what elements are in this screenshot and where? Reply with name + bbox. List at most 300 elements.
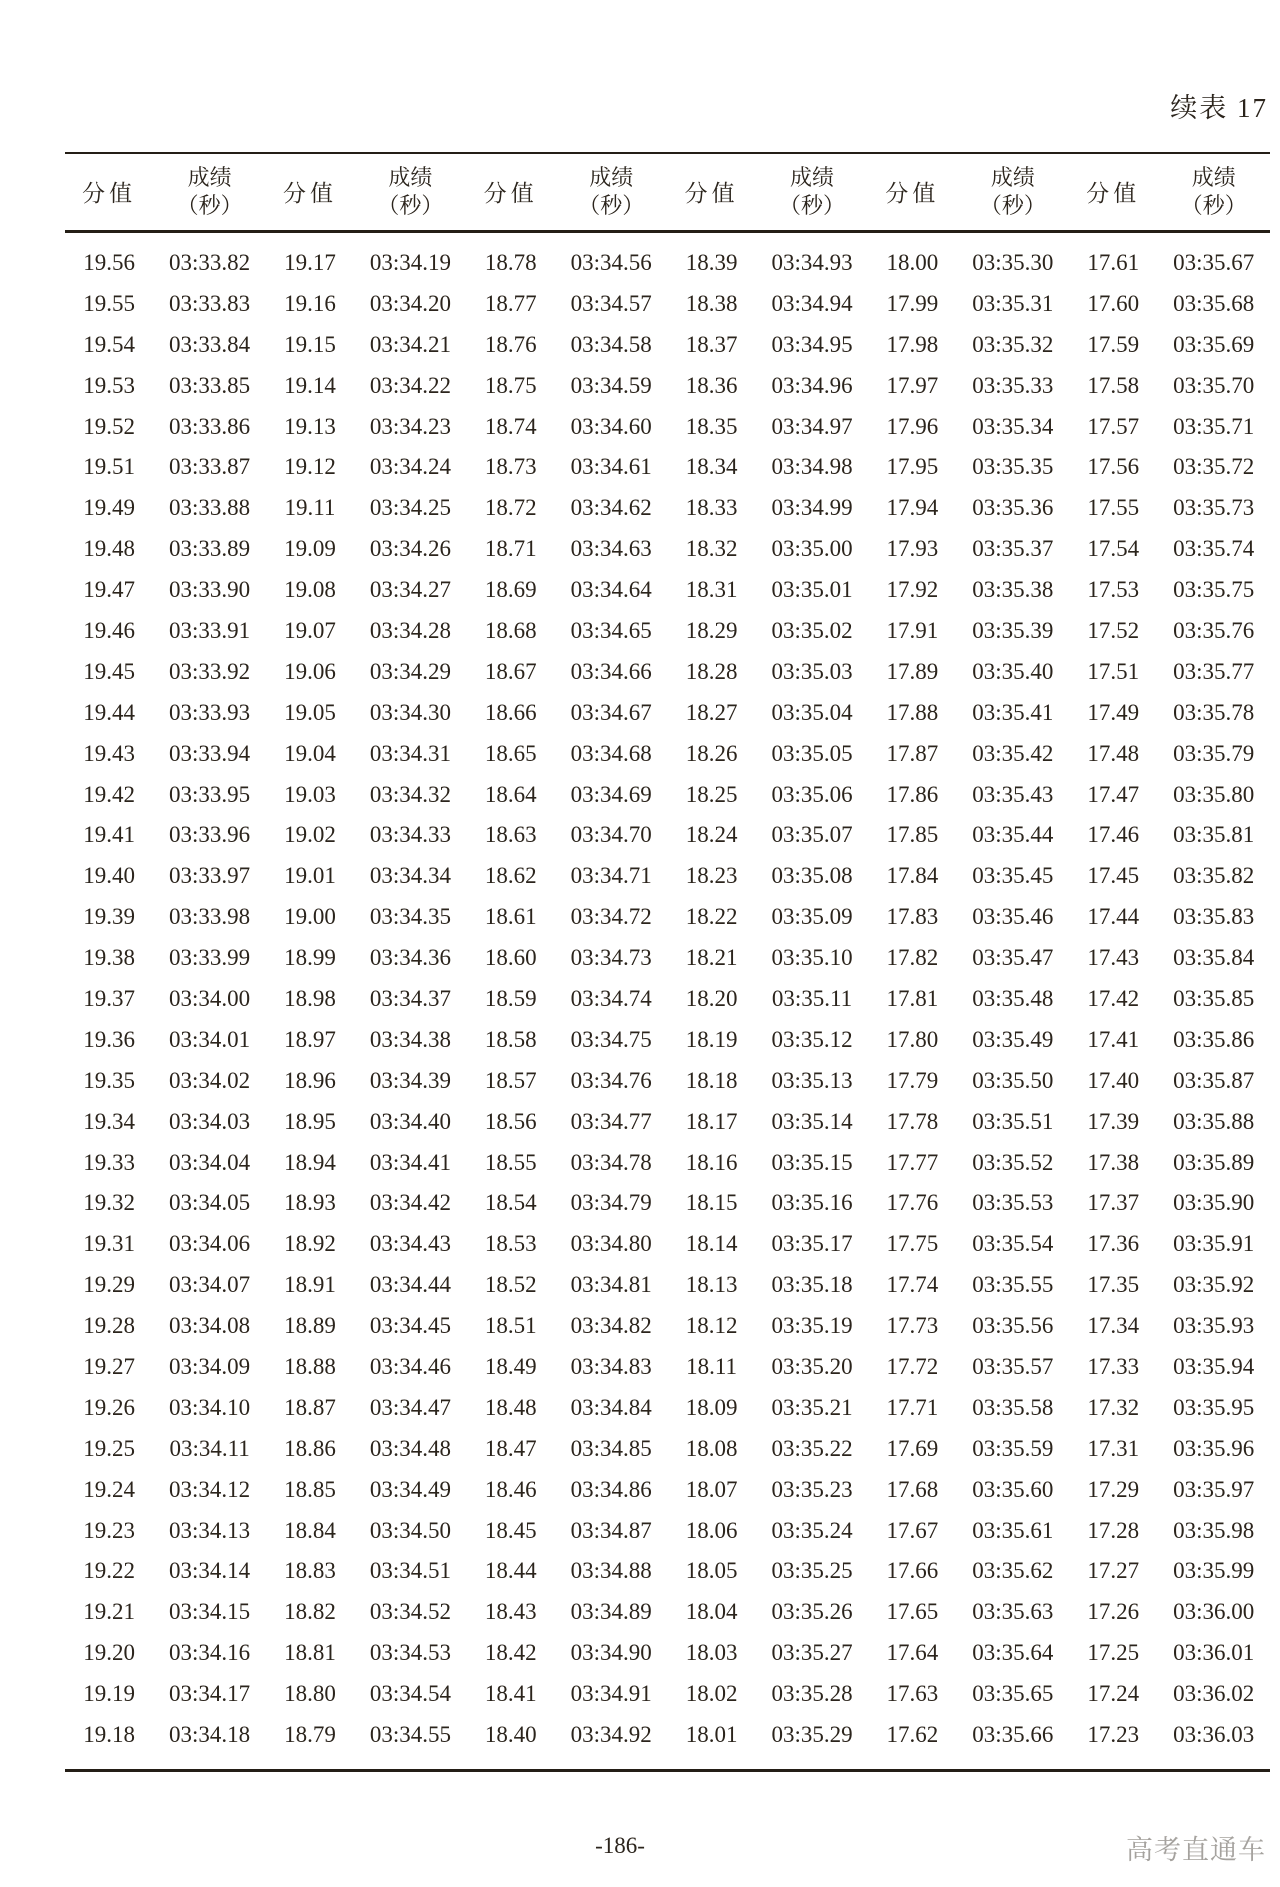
score-value-cell: 17.71 (886, 1394, 939, 1420)
score-value-cell: 19.17 (284, 249, 336, 275)
score-value-cell: 19.26 (83, 1394, 136, 1420)
result-time-cell: 03:35.66 (972, 1722, 1054, 1747)
table-row (65, 692, 1270, 733)
result-time-cell: 03:35.89 (1173, 1149, 1255, 1175)
score-value-cell: 17.44 (1087, 904, 1140, 930)
score-value-cell: 17.61 (1087, 249, 1140, 275)
result-time-cell: 03:35.10 (771, 945, 853, 971)
score-value-cell: 18.78 (484, 249, 537, 275)
result-time-cell: 03:34.16 (169, 1640, 251, 1666)
table-row (65, 283, 1270, 324)
result-time-cell: 03:35.61 (972, 1517, 1054, 1543)
result-time-cell: 03:34.47 (369, 1394, 451, 1420)
result-time-cell: 03:35.79 (1173, 740, 1255, 766)
score-value-cell: 18.28 (685, 658, 738, 684)
score-value-cell: 18.60 (484, 945, 537, 971)
score-value-cell: 19.12 (284, 454, 336, 480)
result-time-cell: 03:34.24 (369, 454, 451, 480)
score-value-cell: 18.26 (685, 740, 738, 766)
result-time-cell: 03:34.93 (771, 249, 853, 275)
result-time-cell: 03:34.96 (771, 372, 853, 398)
result-time-cell: 03:34.78 (570, 1149, 652, 1175)
score-value-cell: 17.59 (1087, 331, 1140, 357)
result-time-cell: 03:35.71 (1173, 413, 1255, 439)
result-time-cell: 03:34.15 (169, 1599, 251, 1625)
table-row (65, 1101, 1270, 1142)
result-time-cell: 03:33.99 (169, 945, 251, 971)
result-time-cell: 03:35.31 (972, 290, 1054, 316)
score-value-cell: 17.88 (886, 699, 939, 725)
score-value-cell: 17.26 (1087, 1599, 1140, 1625)
result-time-cell: 03:35.23 (771, 1476, 853, 1502)
score-value-cell: 18.24 (685, 822, 738, 848)
table-row (65, 488, 1270, 529)
score-value-cell: 19.04 (284, 740, 336, 766)
score-value-cell: 17.76 (886, 1190, 939, 1216)
result-time-cell: 03:34.04 (169, 1149, 251, 1175)
result-time-cell: 03:34.92 (570, 1722, 652, 1747)
result-time-cell: 03:35.86 (1173, 1026, 1255, 1052)
score-value-cell: 18.44 (484, 1558, 537, 1584)
result-time-cell: 03:35.34 (972, 413, 1054, 439)
result-time-cell: 03:34.56 (570, 249, 652, 275)
table-row (65, 529, 1270, 570)
result-time-cell: 03:34.06 (169, 1231, 251, 1257)
score-value-cell: 18.71 (484, 536, 537, 562)
result-time-cell: 03:35.77 (1173, 658, 1255, 684)
result-time-cell: 03:34.94 (771, 290, 853, 316)
result-time-cell: 03:35.37 (972, 536, 1054, 562)
result-time-cell: 03:35.38 (972, 577, 1054, 603)
score-value-cell: 18.86 (284, 1435, 336, 1461)
score-value-cell: 18.02 (685, 1681, 738, 1707)
result-time-cell: 03:34.12 (169, 1476, 251, 1502)
result-time-cell: 03:33.98 (169, 904, 251, 930)
result-time-cell: 03:34.48 (369, 1435, 451, 1461)
result-time-cell: 03:35.20 (771, 1353, 853, 1379)
result-time-cell: 03:34.69 (570, 781, 652, 807)
table-row (65, 1674, 1270, 1715)
table-row (65, 1224, 1270, 1265)
score-value-cell: 19.55 (83, 290, 136, 316)
result-time-cell: 03:35.58 (972, 1394, 1054, 1420)
result-time-cell: 03:34.03 (169, 1108, 251, 1134)
table-row (65, 815, 1270, 856)
score-value-cell: 18.17 (685, 1108, 738, 1134)
result-time-cell: 03:35.57 (972, 1353, 1054, 1379)
result-time-cell: 03:33.86 (169, 413, 251, 439)
result-time-cell: 03:35.96 (1173, 1435, 1255, 1461)
score-value-cell: 19.01 (284, 863, 336, 889)
result-time-cell: 03:33.82 (169, 249, 251, 275)
result-time-cell: 03:35.27 (771, 1640, 853, 1666)
result-time-cell: 03:34.62 (570, 495, 652, 521)
result-time-cell: 03:34.00 (169, 985, 251, 1011)
score-value-cell: 17.25 (1087, 1640, 1140, 1666)
score-value-cell: 18.31 (685, 577, 738, 603)
result-time-cell: 03:34.67 (570, 699, 652, 725)
score-value-cell: 18.18 (685, 1067, 738, 1093)
score-value-cell: 17.54 (1087, 536, 1140, 562)
header-score-label: 分值 (483, 181, 538, 207)
result-time-cell: 03:34.23 (369, 413, 451, 439)
score-value-cell: 19.11 (284, 495, 336, 521)
result-time-cell: 03:35.46 (972, 904, 1054, 930)
result-time-cell: 03:34.44 (369, 1272, 451, 1298)
score-value-cell: 17.79 (886, 1067, 939, 1093)
result-time-cell: 03:35.22 (771, 1435, 853, 1461)
table-row (65, 1510, 1270, 1551)
score-value-cell: 18.79 (284, 1722, 336, 1747)
score-value-cell: 18.85 (284, 1476, 336, 1502)
score-value-cell: 19.39 (83, 904, 136, 930)
result-time-cell: 03:35.93 (1173, 1313, 1255, 1339)
score-value-cell: 19.07 (284, 617, 336, 643)
score-value-cell: 18.94 (284, 1149, 336, 1175)
table-row (65, 1551, 1270, 1592)
result-time-cell: 03:34.22 (369, 372, 451, 398)
score-value-cell: 19.16 (284, 290, 336, 316)
score-value-cell: 17.87 (886, 740, 939, 766)
result-time-cell: 03:35.28 (771, 1681, 853, 1707)
result-time-cell: 03:34.27 (369, 577, 451, 603)
table-row (65, 1019, 1270, 1060)
score-value-cell: 17.84 (886, 863, 939, 889)
result-time-cell: 03:35.16 (771, 1190, 853, 1216)
result-time-cell: 03:34.50 (369, 1517, 451, 1543)
result-time-cell: 03:34.10 (169, 1394, 251, 1420)
score-value-cell: 17.62 (886, 1722, 939, 1747)
header-result-label (1157, 153, 1270, 231)
result-time-cell: 03:35.40 (972, 658, 1054, 684)
score-value-cell: 17.27 (1087, 1558, 1140, 1584)
result-time-cell: 03:34.72 (570, 904, 652, 930)
result-time-cell: 03:35.02 (771, 617, 853, 643)
score-value-cell: 17.96 (886, 413, 939, 439)
score-value-cell: 17.78 (886, 1108, 939, 1134)
result-time-cell: 03:33.91 (169, 617, 251, 643)
score-value-cell: 18.36 (685, 372, 738, 398)
result-time-cell: 03:34.29 (369, 658, 451, 684)
score-value-cell: 17.34 (1087, 1313, 1140, 1339)
score-value-cell: 19.44 (83, 699, 136, 725)
result-time-cell: 03:35.59 (972, 1435, 1054, 1461)
score-value-cell: 17.45 (1087, 863, 1140, 889)
result-time-cell: 03:35.65 (972, 1681, 1054, 1707)
result-time-cell: 03:34.26 (369, 536, 451, 562)
score-value-cell: 18.03 (685, 1640, 738, 1666)
result-time-cell: 03:34.54 (369, 1681, 451, 1707)
result-time-cell: 03:35.19 (771, 1313, 853, 1339)
result-time-cell: 03:35.53 (972, 1190, 1054, 1216)
result-time-cell: 03:34.89 (570, 1599, 652, 1625)
score-value-cell: 18.15 (685, 1190, 738, 1216)
table-row (65, 447, 1270, 488)
score-value-cell: 19.20 (83, 1640, 136, 1666)
score-value-cell: 17.74 (886, 1272, 939, 1298)
header-result-label-text: 成绩 (589, 165, 634, 191)
result-time-cell: 03:34.08 (169, 1313, 251, 1339)
result-time-cell: 03:34.81 (570, 1272, 652, 1298)
score-value-cell: 18.29 (685, 617, 738, 643)
result-time-cell: 03:33.97 (169, 863, 251, 889)
score-value-cell: 17.51 (1087, 658, 1140, 684)
header-result-unit-text: （秒） (979, 192, 1046, 218)
result-time-cell: 03:34.20 (369, 290, 451, 316)
score-value-cell: 17.80 (886, 1026, 939, 1052)
score-value-cell: 17.46 (1087, 822, 1140, 848)
score-value-cell: 19.08 (284, 577, 336, 603)
result-time-cell: 03:35.42 (972, 740, 1054, 766)
table-row (65, 324, 1270, 365)
score-value-cell: 17.49 (1087, 699, 1140, 725)
score-value-cell: 19.56 (83, 249, 136, 275)
header-result-label (957, 153, 1069, 231)
score-value-cell: 17.42 (1087, 985, 1140, 1011)
table-row (65, 979, 1270, 1020)
result-time-cell: 03:35.91 (1173, 1231, 1255, 1257)
score-value-cell: 18.41 (484, 1681, 537, 1707)
score-value-cell: 18.25 (685, 781, 738, 807)
result-time-cell: 03:35.76 (1173, 617, 1255, 643)
table-row (65, 1715, 1270, 1771)
header-result-unit-text: （秒） (578, 192, 645, 218)
table-row (65, 570, 1270, 611)
score-value-cell: 19.48 (83, 536, 136, 562)
header-result-label-text: 成绩 (187, 165, 232, 191)
result-time-cell: 03:34.90 (570, 1640, 652, 1666)
result-time-cell: 03:35.97 (1173, 1476, 1255, 1502)
result-time-cell: 03:34.86 (570, 1476, 652, 1502)
score-value-cell: 18.35 (685, 413, 738, 439)
score-value-cell: 17.55 (1087, 495, 1140, 521)
score-value-cell: 17.35 (1087, 1272, 1140, 1298)
header-result-label-text: 成绩 (388, 165, 433, 191)
result-time-cell: 03:34.88 (570, 1558, 652, 1584)
header-row (65, 153, 1270, 231)
score-value-cell: 18.42 (484, 1640, 537, 1666)
table-row (65, 1347, 1270, 1388)
score-value-cell: 19.41 (83, 822, 136, 848)
result-time-cell: 03:34.55 (369, 1722, 451, 1747)
score-value-cell: 19.02 (284, 822, 336, 848)
result-time-cell: 03:34.07 (169, 1272, 251, 1298)
score-value-cell: 18.21 (685, 945, 738, 971)
score-value-cell: 17.89 (886, 658, 939, 684)
result-time-cell: 03:35.94 (1173, 1353, 1255, 1379)
score-value-cell: 18.83 (284, 1558, 336, 1584)
score-value-cell: 18.12 (685, 1313, 738, 1339)
result-time-cell: 03:35.04 (771, 699, 853, 725)
score-value-cell: 19.21 (83, 1599, 136, 1625)
score-value-cell: 19.05 (284, 699, 336, 725)
result-time-cell: 03:35.62 (972, 1558, 1054, 1584)
result-time-cell: 03:35.90 (1173, 1190, 1255, 1216)
score-value-cell: 17.77 (886, 1149, 939, 1175)
score-value-cell: 18.33 (685, 495, 738, 521)
score-value-cell: 18.98 (284, 985, 336, 1011)
result-time-cell: 03:34.42 (369, 1190, 451, 1216)
result-time-cell: 03:35.39 (972, 617, 1054, 643)
score-value-cell: 18.64 (484, 781, 537, 807)
score-value-cell: 17.32 (1087, 1394, 1140, 1420)
result-time-cell: 03:34.45 (369, 1313, 451, 1339)
result-time-cell: 03:34.41 (369, 1149, 451, 1175)
result-time-cell: 03:35.68 (1173, 290, 1255, 316)
score-value-cell: 19.49 (83, 495, 136, 521)
result-time-cell: 03:33.90 (169, 577, 251, 603)
result-time-cell: 03:34.52 (369, 1599, 451, 1625)
score-value-cell: 17.82 (886, 945, 939, 971)
score-value-cell: 18.84 (284, 1517, 336, 1543)
score-value-cell: 17.38 (1087, 1149, 1140, 1175)
result-time-cell: 03:34.66 (570, 658, 652, 684)
score-value-cell: 19.35 (83, 1067, 136, 1093)
result-time-cell: 03:33.94 (169, 740, 251, 766)
score-value-cell: 18.61 (484, 904, 537, 930)
score-value-cell: 18.66 (484, 699, 537, 725)
result-time-cell: 03:34.05 (169, 1190, 251, 1216)
result-time-cell: 03:34.59 (570, 372, 652, 398)
score-value-cell: 17.47 (1087, 781, 1140, 807)
result-time-cell: 03:34.79 (570, 1190, 652, 1216)
result-time-cell: 03:35.36 (972, 495, 1054, 521)
result-time-cell: 03:34.31 (369, 740, 451, 766)
result-time-cell: 03:34.77 (570, 1108, 652, 1134)
result-time-cell: 03:34.32 (369, 781, 451, 807)
score-value-cell: 18.52 (484, 1272, 537, 1298)
score-value-cell: 18.80 (284, 1681, 336, 1707)
score-value-cell: 17.52 (1087, 617, 1140, 643)
result-time-cell: 03:35.33 (972, 372, 1054, 398)
score-value-cell: 18.88 (284, 1353, 336, 1379)
table-row (65, 651, 1270, 692)
result-time-cell: 03:34.33 (369, 822, 451, 848)
table-row (65, 938, 1270, 979)
result-time-cell: 03:35.52 (972, 1149, 1054, 1175)
result-time-cell: 03:34.63 (570, 536, 652, 562)
header-score-label: 分值 (885, 181, 940, 207)
header-score-label: 分值 (1086, 181, 1141, 207)
result-time-cell: 03:35.72 (1173, 454, 1255, 480)
header-result-unit-text: （秒） (779, 192, 846, 218)
result-time-cell: 03:35.18 (771, 1272, 853, 1298)
result-time-cell: 03:33.96 (169, 822, 251, 848)
result-time-cell: 03:36.02 (1173, 1681, 1255, 1707)
score-value-cell: 19.42 (83, 781, 136, 807)
score-value-cell: 18.48 (484, 1394, 537, 1420)
result-time-cell: 03:35.78 (1173, 699, 1255, 725)
result-time-cell: 03:34.95 (771, 331, 853, 357)
result-time-cell: 03:35.17 (771, 1231, 853, 1257)
score-value-cell: 17.99 (886, 290, 939, 316)
score-value-cell: 18.38 (685, 290, 738, 316)
score-value-cell: 18.68 (484, 617, 537, 643)
score-value-cell: 19.51 (83, 454, 136, 480)
score-value-cell: 18.96 (284, 1067, 336, 1093)
table-row (65, 406, 1270, 447)
score-value-cell: 18.67 (484, 658, 537, 684)
score-value-cell: 17.98 (886, 331, 939, 357)
result-time-cell: 03:35.44 (972, 822, 1054, 848)
result-time-cell: 03:35.49 (972, 1026, 1054, 1052)
score-value-cell: 19.24 (83, 1476, 136, 1502)
score-value-cell: 17.56 (1087, 454, 1140, 480)
score-value-cell: 17.85 (886, 822, 939, 848)
result-time-cell: 03:34.39 (369, 1067, 451, 1093)
result-time-cell: 03:34.70 (570, 822, 652, 848)
table-row (65, 733, 1270, 774)
result-time-cell: 03:34.71 (570, 863, 652, 889)
score-value-cell: 18.08 (685, 1435, 738, 1461)
table-body (65, 231, 1270, 1771)
header-result-unit-text: （秒） (1180, 192, 1247, 218)
score-value-cell: 19.32 (83, 1190, 136, 1216)
table-row (65, 231, 1270, 283)
score-value-cell: 17.48 (1087, 740, 1140, 766)
result-time-cell: 03:34.58 (570, 331, 652, 357)
result-time-cell: 03:34.98 (771, 454, 853, 480)
score-value-cell: 19.18 (83, 1722, 136, 1747)
score-value-cell: 19.33 (83, 1149, 136, 1175)
score-value-cell: 19.13 (284, 413, 336, 439)
result-time-cell: 03:35.70 (1173, 372, 1255, 398)
score-value-cell: 19.36 (83, 1026, 136, 1052)
score-value-cell: 18.23 (685, 863, 738, 889)
result-time-cell: 03:34.99 (771, 495, 853, 521)
result-time-cell: 03:35.11 (771, 985, 853, 1011)
score-value-cell: 18.04 (685, 1599, 738, 1625)
table-continuation-label: 续表 17 (1170, 93, 1268, 123)
result-time-cell: 03:35.47 (972, 945, 1054, 971)
result-time-cell: 03:34.17 (169, 1681, 251, 1707)
header-result-unit-text: （秒） (176, 192, 243, 218)
score-value-cell: 18.00 (886, 249, 939, 275)
result-time-cell: 03:33.92 (169, 658, 251, 684)
result-time-cell: 03:35.88 (1173, 1108, 1255, 1134)
score-value-cell: 18.81 (284, 1640, 336, 1666)
result-time-cell: 03:34.37 (369, 985, 451, 1011)
score-value-cell: 18.01 (685, 1722, 738, 1747)
score-value-cell: 18.34 (685, 454, 738, 480)
table-row (65, 1469, 1270, 1510)
header-result-label-text: 成绩 (790, 165, 835, 191)
header-score-label: 分值 (684, 181, 739, 207)
score-value-cell: 17.64 (886, 1640, 939, 1666)
score-value-cell: 18.54 (484, 1190, 537, 1216)
score-value-cell: 18.74 (484, 413, 537, 439)
result-time-cell: 03:34.74 (570, 985, 652, 1011)
result-time-cell: 03:34.35 (369, 904, 451, 930)
result-time-cell: 03:34.21 (369, 331, 451, 357)
result-time-cell: 03:35.85 (1173, 985, 1255, 1011)
score-value-cell: 17.31 (1087, 1435, 1140, 1461)
result-time-cell: 03:34.84 (570, 1394, 652, 1420)
score-value-cell: 18.39 (685, 249, 738, 275)
score-value-cell: 18.43 (484, 1599, 537, 1625)
score-value-cell: 18.20 (685, 985, 738, 1011)
result-time-cell: 03:35.82 (1173, 863, 1255, 889)
score-value-cell: 17.66 (886, 1558, 939, 1584)
score-value-cell: 19.23 (83, 1517, 136, 1543)
score-value-cell: 19.14 (284, 372, 336, 398)
result-time-cell: 03:35.08 (771, 863, 853, 889)
result-time-cell: 03:34.64 (570, 577, 652, 603)
score-value-cell: 18.55 (484, 1149, 537, 1175)
score-value-cell: 18.09 (685, 1394, 738, 1420)
score-value-cell: 19.37 (83, 985, 136, 1011)
result-time-cell: 03:34.57 (570, 290, 652, 316)
